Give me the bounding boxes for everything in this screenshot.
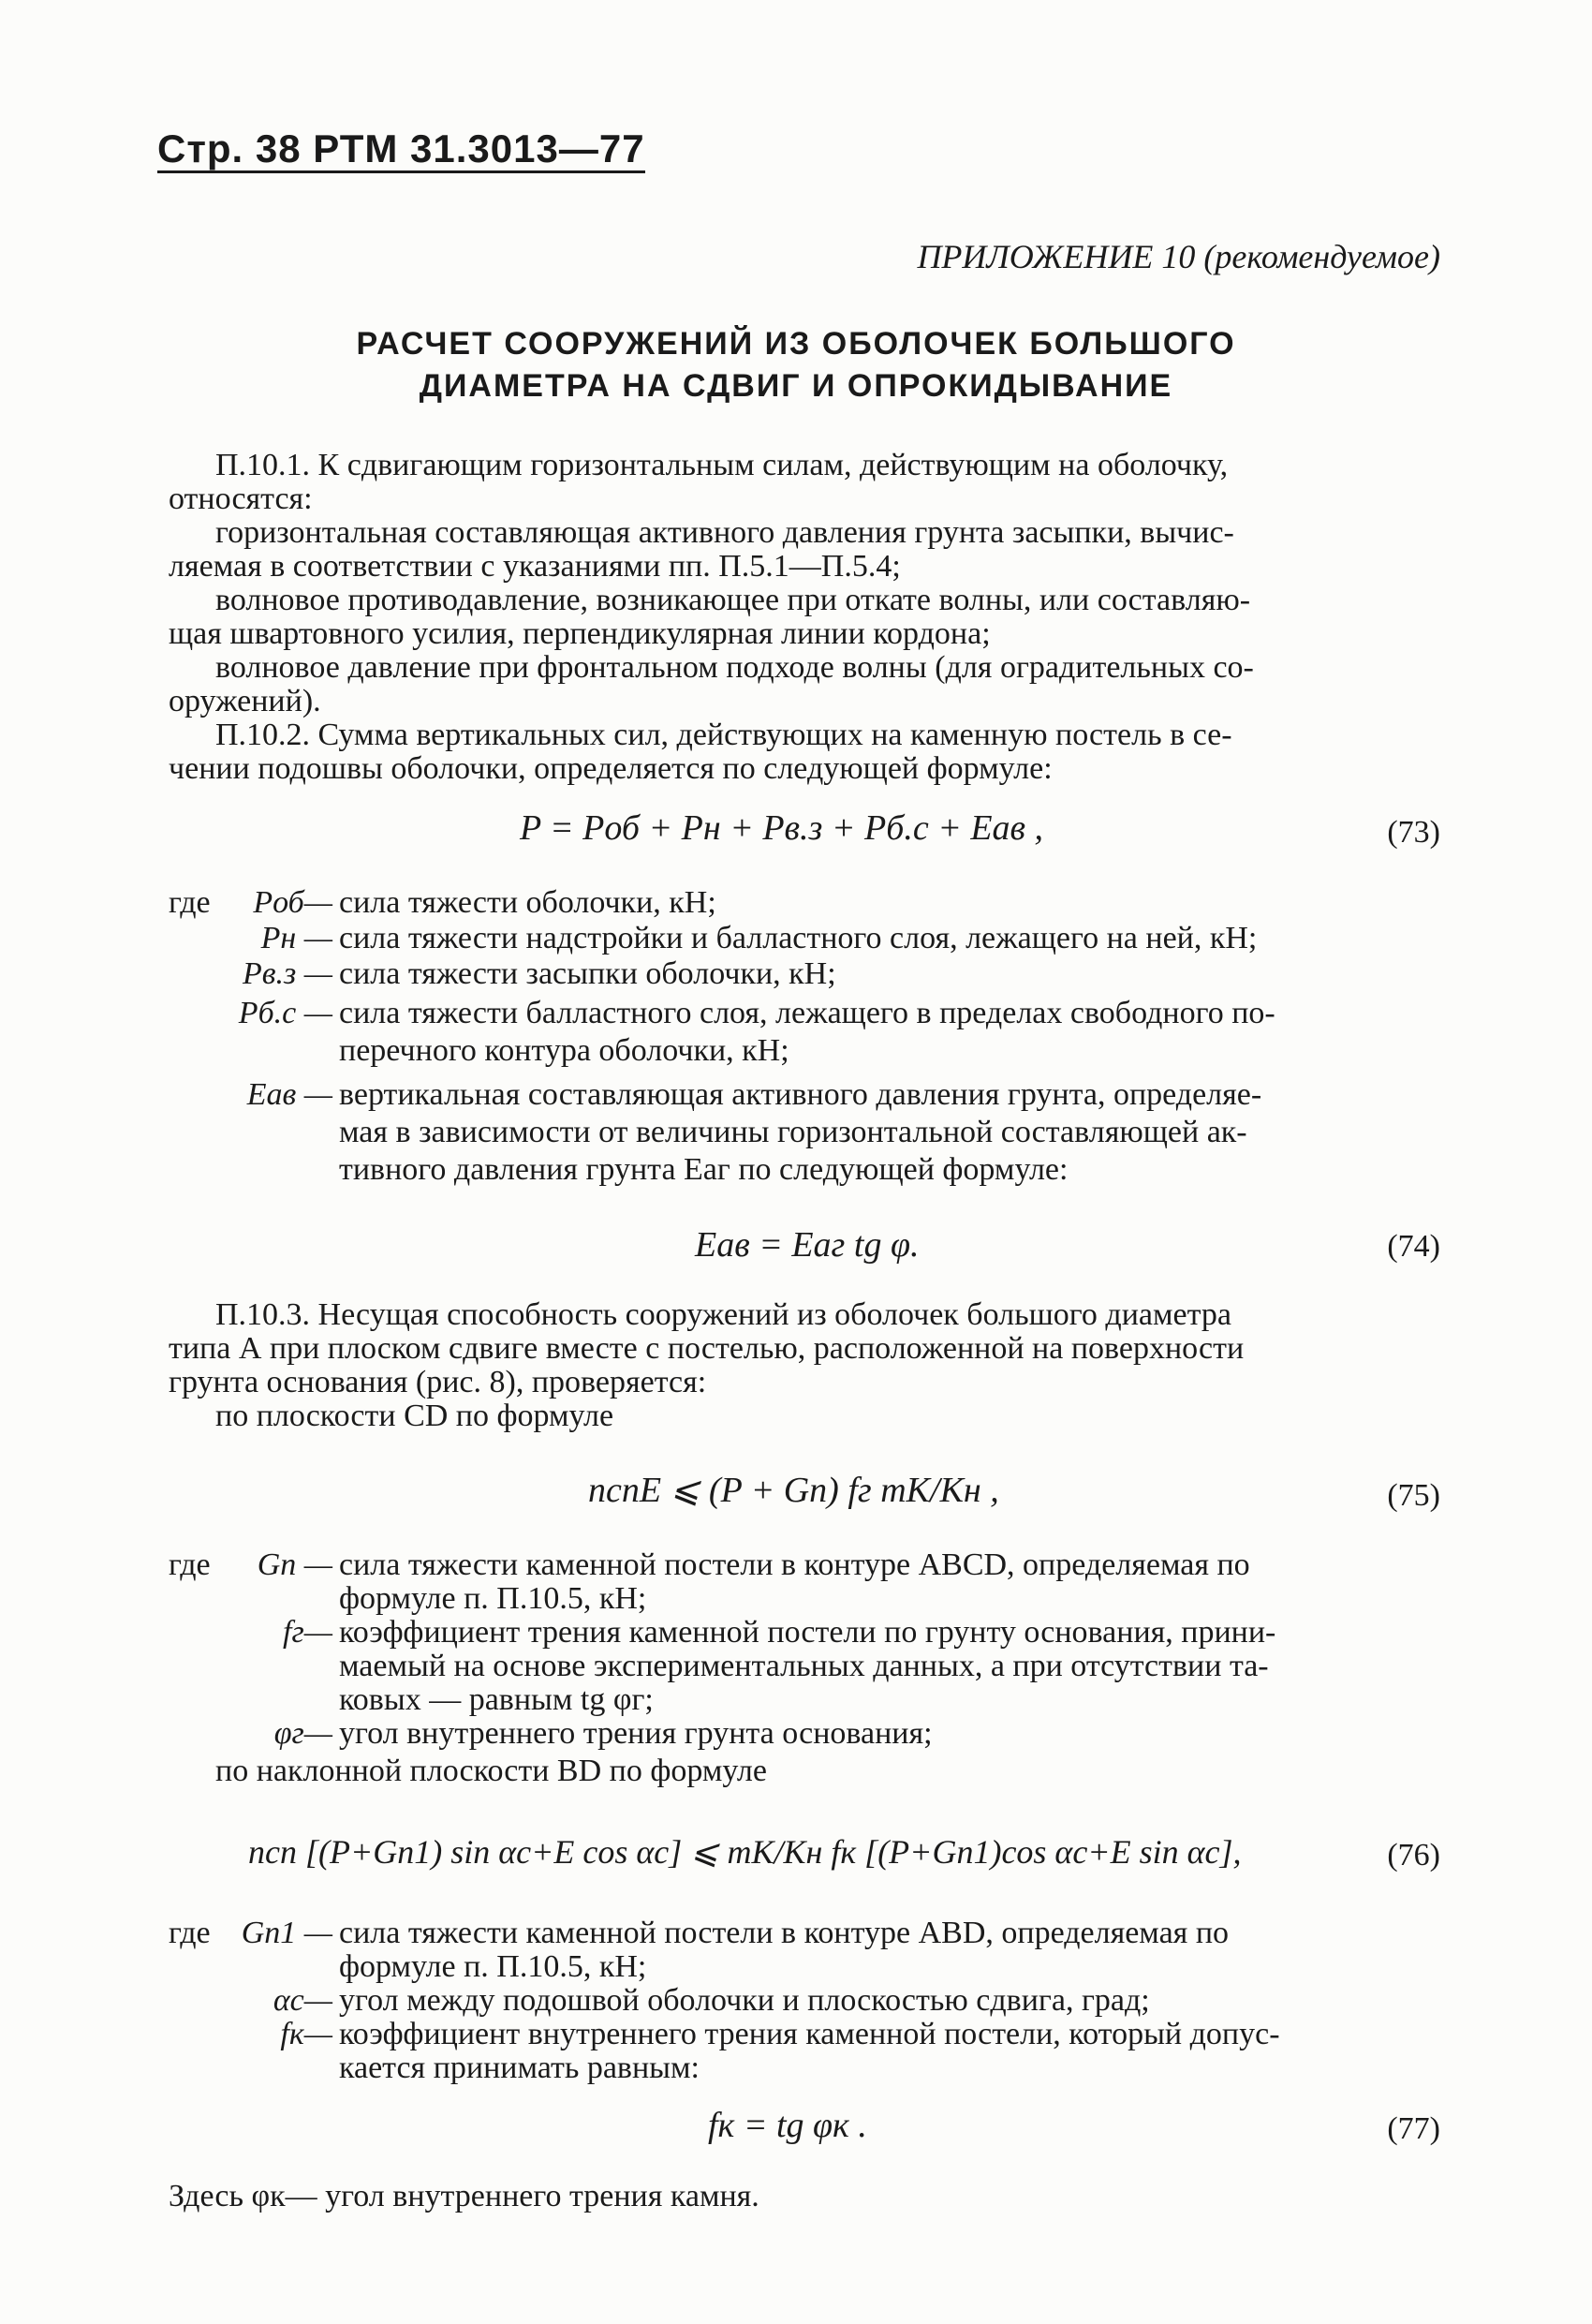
def-symbol: Pв.з — — [242, 956, 332, 991]
formula-74: Eав = Eаг tg φ. — [695, 1225, 920, 1265]
def-description: коэффициент внутреннего трения каменной постели, который допус- — [339, 2017, 1280, 2051]
p10-1-intro-line2: относятся: — [169, 481, 313, 516]
def-description: ковых — равным tg φг; — [339, 1682, 654, 1717]
def-description: сила тяжести балластного слоя, лежащего в пределах свободного по- — [339, 996, 1275, 1030]
def-symbol: Pоб— — [253, 885, 332, 920]
formula-76: nсn [(P+Gп1) sin αс+E cos αс] ⩽ mK/Kн fк [(P+Gп1)cos αс+E sin αс], — [248, 1833, 1242, 1871]
closing-note: Здесь φк— угол внутреннего трения камня. — [169, 2179, 759, 2213]
def-description: сила тяжести каменной постели в контуре ABCD, определяемая по — [339, 1547, 1250, 1582]
def-description: перечного контура оболочки, кН; — [339, 1033, 789, 1068]
p10-2-line2: чении подошвы оболочки, определяется по следующей формуле: — [169, 751, 1053, 786]
def-description: сила тяжести засыпки оболочки, кН; — [339, 956, 836, 991]
p10-3-line5: по наклонной плоскости BD по формуле — [215, 1754, 767, 1788]
appendix-label: ПРИЛОЖЕНИЕ 10 (рекомендуемое) — [917, 238, 1440, 275]
p10-2-line1: П.10.2. Сумма вертикальных сил, действующих на каменную постель в се- — [215, 718, 1232, 752]
where-label-73: где — [169, 885, 211, 920]
def-description: формуле п. П.10.5, кН; — [339, 1949, 647, 1984]
p10-1-item1-line1: горизонтальная составляющая активного давления грунта засыпки, вычис- — [215, 515, 1234, 550]
def-description: вертикальная составляющая активного давления грунта, определяе- — [339, 1077, 1262, 1112]
def-symbol: fг— — [283, 1615, 332, 1650]
p10-3-line3: грунта основания (рис. 8), проверяется: — [169, 1365, 707, 1399]
def-symbol: Pб.с — — [238, 996, 332, 1030]
formula-76-number: (76) — [1387, 1838, 1440, 1873]
p10-1-item2-line2: щая швартовного усилия, перпендикулярная линии кордона; — [169, 616, 991, 651]
def-description: кается принимать равным: — [339, 2050, 700, 2085]
formula-73-number: (73) — [1387, 815, 1440, 850]
p10-1-item3-line1: волновое давление при фронтальном подходе волны (для оградительных со- — [215, 650, 1254, 685]
p10-1-item1-line2: ляемая в соответствии с указаниями пп. П.5.1—П.5.4; — [169, 549, 901, 584]
def-symbol: Gп1 — — [241, 1916, 332, 1950]
def-symbol: Eав — — [246, 1077, 332, 1112]
def-description: сила тяжести оболочки, кН; — [339, 885, 716, 920]
def-description: коэффициент трения каменной постели по грунту основания, прини- — [339, 1615, 1276, 1650]
formula-74-number: (74) — [1387, 1229, 1440, 1264]
def-description: тивного давления грунта Eаг по следующей формуле: — [339, 1152, 1069, 1187]
p10-1-item2-line1: волновое противодавление, возникающее при откате волны, или составляю- — [215, 583, 1251, 617]
p10-3-line1: П.10.3. Несущая способность сооружений из оболочек большого диаметра — [215, 1297, 1231, 1332]
formula-77: fк = tg φк . — [708, 2106, 867, 2145]
def-description: сила тяжести каменной постели в контуре ABD, определяемая по — [339, 1916, 1230, 1950]
formula-73: P = Pоб + Pн + Pв.з + Pб.с + Eав , — [520, 808, 1044, 848]
formula-75: nсnE ⩽ (P + Gп) fг mK/Kн , — [588, 1471, 999, 1510]
def-description: мая в зависимости от величины горизонтальной составляющей ак- — [339, 1115, 1247, 1149]
def-symbol: fк— — [280, 2017, 332, 2051]
section-title-line1: РАСЧЕТ СООРУЖЕНИЙ ИЗ ОБОЛОЧЕК БОЛЬШОГО — [356, 326, 1236, 362]
where-label-76: где — [169, 1916, 211, 1950]
def-description: угол между подошвой оболочки и плоскостью сдвига, град; — [339, 1983, 1150, 2018]
p10-3-line4: по плоскости CD по формуле — [215, 1399, 614, 1433]
page-header: Стр. 38 РТМ 31.3013—77 — [157, 131, 645, 173]
def-symbol: Pн — — [260, 921, 332, 955]
def-symbol: Gп — — [257, 1547, 332, 1582]
def-description: маемый на основе экспериментальных данных, а при отсутствии та- — [339, 1649, 1269, 1683]
p10-1-item3-line2: оружений). — [169, 684, 321, 718]
p10-3-line2: типа А при плоском сдвиге вместе с постелью, расположенной на поверхности — [169, 1331, 1245, 1366]
def-description: формуле п. П.10.5, кН; — [339, 1581, 647, 1616]
def-symbol: φг— — [273, 1716, 332, 1751]
formula-77-number: (77) — [1387, 2111, 1440, 2146]
where-label-75: где — [169, 1547, 211, 1582]
def-description: угол внутреннего трения грунта основания; — [339, 1716, 933, 1751]
formula-75-number: (75) — [1387, 1478, 1440, 1513]
p10-1-intro-line1: П.10.1. К сдвигающим горизонтальным силам, действующим на оболочку, — [215, 448, 1229, 482]
def-symbol: αс— — [273, 1983, 332, 2018]
def-description: сила тяжести надстройки и балластного слоя, лежащего на ней, кН; — [339, 921, 1258, 955]
section-title-line2: ДИАМЕТРА НА СДВИГ И ОПРОКИДЫВАНИЕ — [419, 368, 1173, 404]
